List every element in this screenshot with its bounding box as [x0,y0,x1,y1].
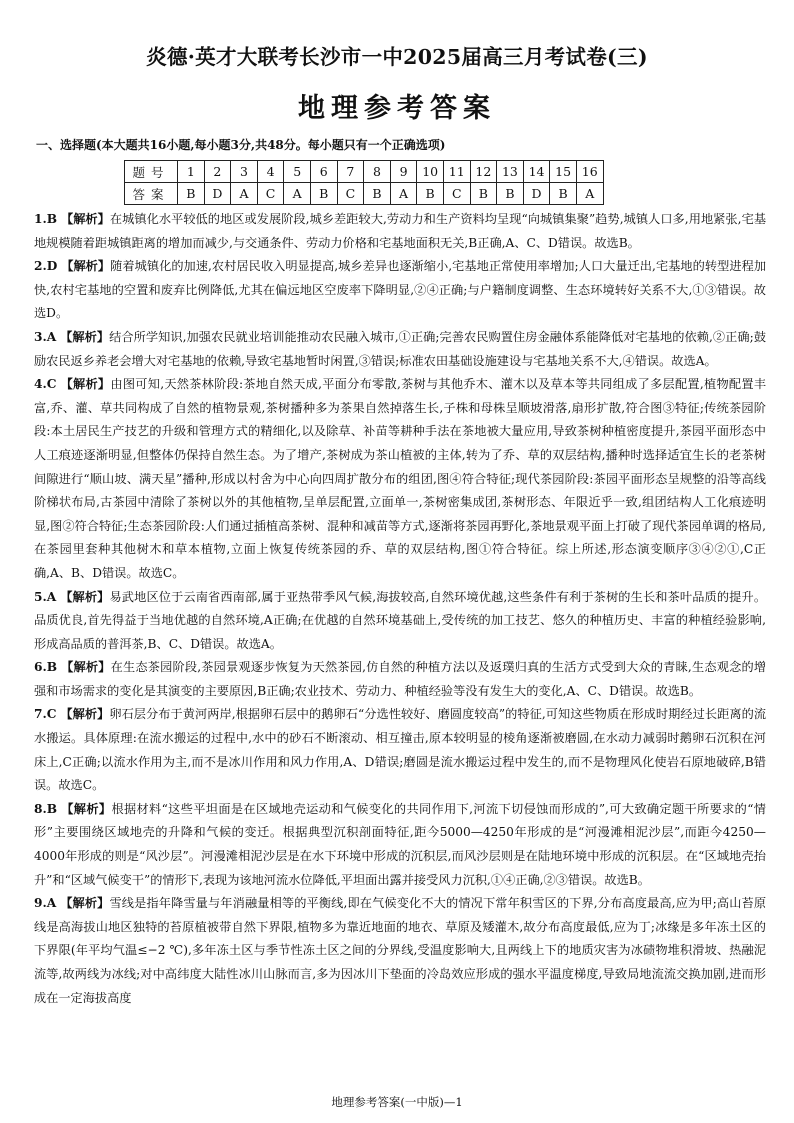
explanation-text: 由图可知,天然茶林阶段:茶地自然天成,平面分布零散,茶树与其他乔木、灌木以及草本等共同组成了多层配置,植物配置丰富,乔、灌、草共同构成了自然的植物景观,茶树播种多为茶果自然掉落生长,子株和母株呈顺坡滑落,扇形扩散,符合图③特征;传统茶园阶段:本土居民生产技艺的升级和管理方式的精细化,以及除草、补苗等耕种手法在茶地被大量应用,导致茶树种植密度提升,茶园平面形态中人工痕迹逐渐明显,但整体仍保持自然生态。为了增产,茶树成为茶山植被的主体,转为了乔、草的双层结构,播种时选择适宜生长的老茶树间隙进行“顺山坡、满天星”播种,形成以村舍为中心向四周扩散分布的组团,图④符合特征;现代茶园阶段:茶园平面形态呈规整的沿等高线阶梯状布局,古茶园中清除了茶树以外的其他植物,呈单层配置,立面单一,茶树密集成团,茶树形态、年限近乎一致,组团结构人工化痕迹明显,图②符合特征;生态茶园阶段:人们通过插植高茶树、混种和减苗等方式,逐渐将茶园再野化,茶地景观平面上打破了现代茶园单调的格局,在茶园里套种其他树木和草本植物,立面上恢复传统茶园的乔、草的双层结构,图①符合特征。综上所述,形态演变顺序③④②①,C正确,A、B、D错误。故选C。 [34,377,767,580]
question-number-cell: 3 [231,161,258,183]
analysis-tag: 【解析】 [61,801,112,816]
answer-cell: D [204,183,231,205]
explanation-item [34,656,766,703]
question-number-cell: 10 [417,161,444,183]
question-number-cell: 5 [284,161,311,183]
explanation-text: 易武地区位于云南省西南部,属于亚热带季风气候,海拔较高,自然环境优越,这些条件有利于茶树的生长和茶叶品质的提升。品质优良,首先得益于当地优越的自然环境,A正确;在优越的自然环境基础上,受传统的加工技艺、悠久的种植历史、丰富的种植经验影响,形成高品质的普洱茶,B、C、D错误。故选A。 [34,589,767,651]
analysis-tag: 【解析】 [60,589,110,604]
answer-cell: B [417,183,444,205]
question-number-cell: 1 [178,161,205,183]
question-number-row [125,161,604,183]
question-number-cell: 13 [497,161,524,183]
analysis-tag: 【解析】 [60,329,110,344]
row-label-question-number: 题号 [125,161,178,183]
question-number-cell: 12 [470,161,497,183]
item-number: 8.B [34,801,58,816]
analysis-tag: 【解析】 [61,259,111,274]
explanation-text: 雪线是指年降雪量与年消融量相等的平衡线,即在气候变化不大的情况下常年积雪区的下界,分布高度最高,应为甲;高山苔原线是高海拔山地区独特的苔原植被带自然下界限,植物多为靠近地面的地衣、草原及矮灌木,故分布高度最低,应为丁;冰缘是多年冻土区的下界限(年平均气温≤−2 ℃),多年冻土区与季节性冻土区之间的分界线,受温度影响大,且两线上下的地质灾害为冰碛物堆积滑坡、热融泥流等,故两线为冰线;对中高纬度大陆性冰川山脉而言,多为因冰川下垫面的冷岛效应形成的强水平温度梯度,导致局地流流交换加剧,进而形成在一定海拔高度 [34,896,767,1005]
subject-title: 地理参考答案 [298,93,496,124]
answer-cell: A [390,183,417,205]
analysis-tag: 【解析】 [60,212,110,226]
page-footer: 地理参考答案(一中版)—1 [331,1095,463,1109]
item-number: 4.C [34,377,57,392]
question-number-cell: 4 [257,161,284,183]
item-number: 6.B [34,660,58,675]
answer-cell: D [523,183,550,205]
explanation-text: 随着城镇化的加速,农村居民收入明显提高,城乡差异也逐渐缩小,宅基地正常使用率增加;人口大量迁出,宅基地的转型进程加快,农村宅基地的空置和废弃比例降低,尤其在偏远地区空废率下降明显,②④正确;与户籍制度调整、生态环境转好关系不大,①③错误。故选D。 [34,259,767,321]
answer-cell: C [443,183,470,205]
answer-row [125,183,604,205]
item-number: 7.C [34,707,57,722]
answer-cell: A [231,183,258,205]
explanation-text: 卵石层分布于黄河两岸,根据卵石层中的鹅卵石“分选性较好、磨圆度较高”的特征,可知这些物质在形成时期经过长距离的流水搬运。具体原理:在流水搬运的过程中,水中的砂石不断滚动、相互撞击,原本较明显的棱角逐渐被磨圆,在水动力减弱时鹅卵石沉积在河床上,C正确;以流水作用为主,而不是冰川作用和风力作用,A、D错误;磨圆是流水搬运过程中发生的,而不是物理风化使岩石原地破碎,B错误。故选C。 [34,707,767,793]
analysis-tag: 【解析】 [61,660,111,675]
explanation-item [34,703,766,797]
analysis-tag: 【解析】 [60,707,110,722]
explanation-item [34,208,766,255]
explanation-text: 根据材料“这些平坦面是在区域地壳运动和气候变化的共同作用下,河流下切侵蚀而形成的”,可大致确定题干所要求的“情形”主要围绕区域地壳的升降和气候的变迁。根据典型沉积剖面特征,距今5000—4250年形成的是“河漫滩相泥沙层”,而距今4250—4000年形成的则是“风沙层”。河漫滩相泥沙层是在水下环境中形成的沉积层,而风沙层则是在陆地环境中形成的沉积层。在“区域地壳抬升”和“区域气候变干”的情形下,表现为该地河流水位降低,平坦面出露并接受风力沉积,①④正确,②③错误。故选B。 [34,801,766,887]
exam-title: 炎德·英才大联考长沙市一中2025届高三月考试卷(三) [146,45,648,69]
question-number-cell: 15 [550,161,577,183]
question-number-cell: 9 [390,161,417,183]
answer-cell: B [550,183,577,205]
explanation-item [34,586,766,657]
explanation-text: 在城镇化水平较低的地区或发展阶段,城乡差距较大,劳动力和生产资料均呈现“向城镇集聚”趋势,城镇人口多,用地紧张,宅基地规模随着距城镇距离的增加而减少,与交通条件、劳动力价格和宅基地面积无关,B正确,A、C、D错误。故选B。 [34,212,766,250]
answer-cell: B [497,183,524,205]
section-heading: 一、选择题(本大题共16小题,每小题3分,共48分。每小题只有一个正确选项) [36,138,446,152]
answer-cell: A [284,183,311,205]
item-number: 1.B [34,212,58,226]
question-number-cell: 2 [204,161,231,183]
explanation-text: 结合所学知识,加强农民就业培训能推动农民融入城市,①正确;完善农民购置住房金融体系能降低对宅基地的依赖,②正确;鼓励农民返乡养老会增大对宅基地的依赖,导致宅基地暂时闲置,③错误;标准农田基础设施建设与宅基地关系不大,④错误。故选A。 [34,329,767,368]
analysis-tag: 【解析】 [60,896,110,911]
question-number-cell: 14 [523,161,550,183]
analysis-tag: 【解析】 [60,377,111,392]
answer-cell: A [576,183,603,205]
question-number-cell: 16 [576,161,603,183]
answer-cell: B [364,183,391,205]
question-number-cell: 8 [364,161,391,183]
item-number: 9.A [34,896,57,911]
answer-cell: C [257,183,284,205]
item-number: 2.D [34,259,58,274]
explanation-item [34,373,766,585]
answer-table [124,160,604,205]
answer-cell: C [337,183,364,205]
explanation-item [34,326,766,373]
answer-cell: B [178,183,205,205]
item-number: 3.A [34,329,57,344]
question-number-cell: 11 [443,161,470,183]
item-number: 5.A [34,589,57,604]
explanation-item [34,255,766,326]
answer-explanations [34,208,766,1010]
row-label-answer: 答案 [125,183,178,205]
explanation-text: 在生态茶园阶段,茶园景观逐步恢复为天然茶园,仿自然的种植方法以及返璞归真的生活方式受到大众的青睐,生态观念的增强和市场需求的变化是其演变的主要原因,B正确;农业技术、劳动力、种植经验等没有发生大的变化,A、C、D错误。故选B。 [34,660,767,698]
explanation-item [34,892,766,1010]
explanation-item [34,798,766,892]
answer-cell: B [470,183,497,205]
question-number-cell: 7 [337,161,364,183]
answer-cell: B [310,183,337,205]
question-number-cell: 6 [310,161,337,183]
